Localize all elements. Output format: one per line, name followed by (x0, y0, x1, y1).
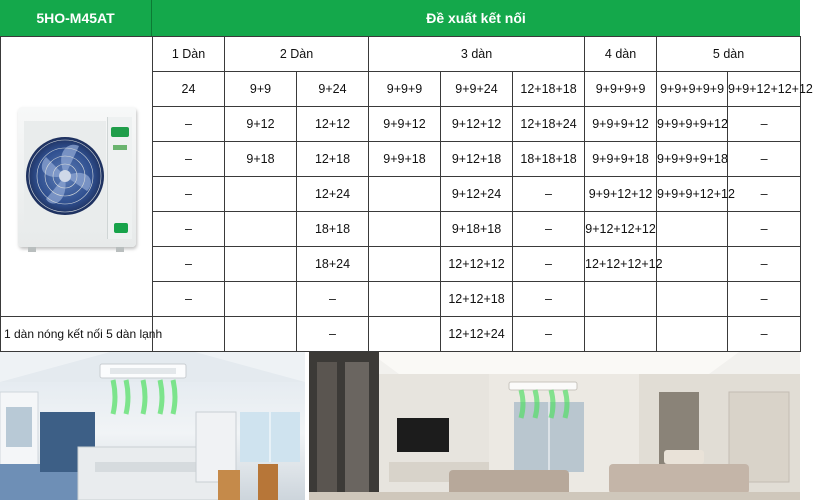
table-cell: 12+24 (297, 177, 369, 212)
table-cell (225, 247, 297, 282)
table-cell: 12+18 (297, 142, 369, 177)
table-cell: – (728, 212, 801, 247)
brand-logo-icon (111, 127, 129, 137)
table-cell: – (728, 107, 801, 142)
table-cell: 9+9+9+9+12 (657, 107, 728, 142)
table-cell: 9+18+18 (441, 212, 513, 247)
living-room-cassette-ac-photo (309, 352, 800, 500)
table-cell: 18+18 (297, 212, 369, 247)
table-cell: 18+24 (297, 247, 369, 282)
table-cell: 9+9+9+9+9 (657, 72, 728, 107)
table-cell: 9+9+12 (369, 107, 441, 142)
table-cell: – (153, 282, 225, 317)
table-cell: 9+12+12+12 (585, 212, 657, 247)
table-cell: – (513, 282, 585, 317)
group-label: 5 dàn (657, 37, 801, 72)
fan-grill-icon (24, 121, 106, 231)
table-cell: – (728, 317, 801, 352)
table-cell: 24 (153, 72, 225, 107)
table-cell: 12+12+12 (441, 247, 513, 282)
table-cell: – (728, 282, 801, 317)
table-row (1, 317, 801, 352)
table-cell: – (513, 317, 585, 352)
table-cell: 9+9+24 (441, 72, 513, 107)
table-cell: 9+9+12+12+12 (728, 72, 801, 107)
table-cell: 12+12+24 (441, 317, 513, 352)
table-cell (657, 212, 728, 247)
table-cell: 9+12+12 (441, 107, 513, 142)
table-cell (369, 212, 441, 247)
table-cell (225, 177, 297, 212)
table-cell: – (153, 212, 225, 247)
table-cell: – (297, 282, 369, 317)
table-cell: 9+9+9+12 (585, 107, 657, 142)
proposal-title: Đề xuất kết nối (426, 10, 526, 26)
table-cell: 9+9+9+12+12 (657, 177, 728, 212)
table-cell: 9+9 (225, 72, 297, 107)
energy-badge-icon (114, 223, 128, 233)
table-cell: – (513, 212, 585, 247)
table-cell: 9+18 (225, 142, 297, 177)
table-cell: – (153, 107, 225, 142)
outdoor-unit-image (18, 107, 136, 247)
group-header-row (1, 37, 801, 72)
table-cell: 9+12 (225, 107, 297, 142)
table-cell (369, 177, 441, 212)
kitchen-cassette-ac-photo (0, 352, 305, 500)
table-cell: – (153, 142, 225, 177)
table-cell: 9+12+18 (441, 142, 513, 177)
table-cell: – (728, 142, 801, 177)
table-cell: 9+9+9+9 (585, 72, 657, 107)
table-cell (225, 212, 297, 247)
table-cell (225, 317, 297, 352)
table-cell: – (728, 177, 801, 212)
table-header (0, 0, 800, 36)
group-label: 2 Dàn (225, 37, 369, 72)
table-cell (369, 282, 441, 317)
table-cell: 9+9+9+9+18 (657, 142, 728, 177)
table-cell (153, 317, 225, 352)
table-cell: – (297, 317, 369, 352)
table-cell: 12+12+18 (441, 282, 513, 317)
table-cell (585, 282, 657, 317)
table-cell: – (153, 247, 225, 282)
table-cell: 12+18+24 (513, 107, 585, 142)
table-cell: – (513, 247, 585, 282)
group-label: 1 Dàn (153, 37, 225, 72)
table-cell: 9+9+9 (369, 72, 441, 107)
table-cell: 12+12+12+12 (585, 247, 657, 282)
table-cell: – (728, 247, 801, 282)
model-name: 5HO-M45AT (0, 0, 152, 36)
table-cell (657, 317, 728, 352)
table-cell: 12+18+18 (513, 72, 585, 107)
table-cell: 9+12+24 (441, 177, 513, 212)
table-cell (657, 247, 728, 282)
table-cell: – (513, 177, 585, 212)
table-cell (369, 317, 441, 352)
table-cell: 9+9+9+18 (585, 142, 657, 177)
product-image-cell (1, 37, 153, 317)
group-label: 3 dàn (369, 37, 585, 72)
table-cell: 12+12 (297, 107, 369, 142)
table-cell: 9+9+18 (369, 142, 441, 177)
table-cell: 9+24 (297, 72, 369, 107)
connection-table (0, 36, 813, 352)
group-label: 4 dàn (585, 37, 657, 72)
table-cell (585, 317, 657, 352)
table-cell (369, 247, 441, 282)
table-cell (225, 282, 297, 317)
table-cell (657, 282, 728, 317)
footnote: 1 dàn nóng kết nối 5 dàn lạnh (1, 317, 153, 352)
table-cell: 9+9+12+12 (585, 177, 657, 212)
table-cell: 18+18+18 (513, 142, 585, 177)
table-cell: – (153, 177, 225, 212)
